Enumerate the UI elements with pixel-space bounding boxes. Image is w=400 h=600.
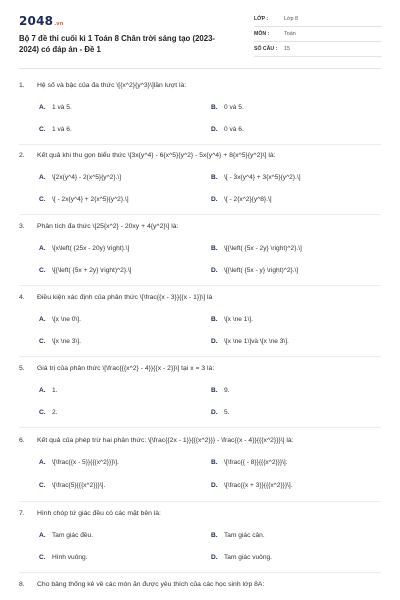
option-letter: B.	[211, 174, 218, 181]
option-a[interactable]	[39, 174, 121, 181]
header-divider	[19, 68, 381, 69]
option-text: Tam giác cân.	[224, 532, 265, 539]
option-letter: C.	[39, 554, 46, 561]
question-text: Giá trị của phân thức \[\frac{{{x^2} - 4}}{{x - 2}}\] tại x = 3 là:	[37, 365, 215, 372]
question-divider	[19, 285, 381, 286]
question-text: Phân tích đa thức \[25{x^2} - 20xy + 4{y^2}\] là:	[37, 223, 179, 230]
meta-value: 15	[284, 46, 290, 52]
option-text: \[\frac{{ - 8}}{{{x^2}}}\].	[224, 459, 288, 466]
question-text: Kết quả của phép trừ hai phân thức: \[\frac{{2x - 1}}{{{x^2}}} - \frac{{x - 4}}{{{x^2}}}\] là:	[37, 437, 294, 444]
option-text: \[{\left( {5x - 2y} \right)^2}.\]	[224, 245, 302, 252]
question-number: 8.	[19, 581, 25, 588]
option-text: \[x\left( {25x - 20y} \right).\]	[52, 245, 130, 252]
option-d[interactable]	[211, 482, 293, 489]
question-divider	[19, 356, 381, 357]
question-number: 2.	[19, 152, 25, 159]
option-d[interactable]	[211, 196, 272, 203]
option-letter: A.	[39, 316, 46, 323]
question-text: Kết quả khi thu gọn biểu thức \[3x{y^4} - 6{x^5}{y^2} - 5x{y^4} + 8{x^5}{y^2}\] là:	[37, 152, 276, 159]
option-text: \[ - 3x{y^4} + 3{x^5}{y^2}.\]	[224, 174, 301, 181]
option-letter: D.	[211, 554, 218, 561]
question-divider	[19, 501, 381, 502]
option-letter: B.	[211, 316, 218, 323]
option-text: Hình vuông.	[52, 554, 88, 561]
meta-row-grade	[254, 12, 382, 27]
option-text: 1.	[52, 387, 58, 394]
question-text: Hệ số và bậc của đa thức \[{x^2}{y^3}\]lần lượt là:	[37, 82, 187, 89]
logo-text: 2048	[19, 14, 54, 28]
document-header	[0, 0, 400, 72]
question-divider	[19, 572, 381, 573]
option-letter: B.	[211, 387, 218, 394]
meta-key: SỐ CÂU :	[254, 46, 278, 52]
option-text: \[x \ne 0\].	[52, 316, 81, 323]
option-c[interactable]	[39, 196, 129, 203]
option-text: \[\frac{5}{{{x^2}}}\].	[52, 482, 106, 489]
option-d[interactable]	[211, 267, 298, 274]
option-letter: A.	[39, 532, 46, 539]
question-number: 6.	[19, 437, 25, 444]
option-text: 0 và 5.	[224, 104, 244, 111]
exam-meta-table	[254, 12, 382, 57]
question-divider	[19, 144, 381, 145]
option-text: \[ - 2{x^2}{y^8}.\]	[224, 196, 272, 203]
option-b[interactable]	[211, 104, 244, 111]
option-letter: D.	[211, 126, 218, 133]
option-text: \[{\left( {5x - y} \right)^2}.\]	[224, 267, 299, 274]
question-text: Điều kiện xác định của phân thức \[\frac{{x - 3}}{{x - 1}}\] là	[37, 294, 213, 301]
option-c[interactable]	[39, 126, 72, 133]
option-b[interactable]	[211, 245, 302, 252]
option-d[interactable]	[211, 409, 230, 416]
option-a[interactable]	[39, 104, 72, 111]
option-text: 1 và 6.	[52, 126, 72, 133]
option-text: \[x \ne 1\]và \[x \ne 3\].	[224, 338, 289, 345]
option-text: 5.	[224, 409, 230, 416]
option-c[interactable]	[39, 338, 81, 345]
option-b[interactable]	[211, 459, 288, 466]
option-text: \[x \ne 3\].	[52, 338, 81, 345]
option-a[interactable]	[39, 532, 93, 539]
option-letter: A.	[39, 245, 46, 252]
option-letter: C.	[39, 482, 46, 489]
meta-key: MÔN :	[254, 31, 270, 37]
option-c[interactable]	[39, 267, 132, 274]
option-letter: A.	[39, 459, 46, 466]
option-letter: D.	[211, 267, 218, 274]
option-c[interactable]	[39, 482, 105, 489]
option-text: 0 và 6.	[224, 126, 244, 133]
option-letter: B.	[211, 459, 218, 466]
option-letter: A.	[39, 387, 46, 394]
option-letter: C.	[39, 409, 46, 416]
option-a[interactable]	[39, 387, 58, 394]
question-divider	[19, 427, 381, 428]
question-divider	[19, 214, 381, 215]
option-text: Tam giác đều.	[52, 532, 94, 539]
option-d[interactable]	[211, 338, 289, 345]
option-text: 2.	[52, 409, 58, 416]
option-d[interactable]	[211, 554, 272, 561]
option-letter: B.	[211, 104, 218, 111]
meta-value: Toán	[284, 31, 296, 37]
option-letter: A.	[39, 174, 46, 181]
option-b[interactable]	[211, 387, 230, 394]
option-c[interactable]	[39, 554, 88, 561]
option-letter: D.	[211, 196, 218, 203]
option-letter: C.	[39, 126, 46, 133]
meta-value: Lớp 8	[284, 16, 299, 22]
meta-row-question-count	[254, 42, 382, 57]
question-number: 3.	[19, 223, 25, 230]
site-logo[interactable]	[19, 14, 64, 28]
option-a[interactable]	[39, 459, 119, 466]
option-text: Tam giác vuông.	[224, 554, 273, 561]
document-title: Bộ 7 đề thi cuối kì 1 Toán 8 Chân trời sáng tạo (2023-2024) có đáp án - Đề 1	[19, 34, 216, 54]
option-b[interactable]	[211, 316, 253, 323]
option-b[interactable]	[211, 174, 301, 181]
question-number: 4.	[19, 294, 25, 301]
option-letter: C.	[39, 196, 46, 203]
question-number: 1.	[19, 82, 25, 89]
option-letter: C.	[39, 267, 46, 274]
option-text: 1 và 5.	[52, 104, 72, 111]
meta-key: LỚP :	[254, 16, 269, 22]
option-text: \[ - 2x{y^4} + 2{x^5}{y^2}.\]	[52, 196, 129, 203]
option-letter: D.	[211, 338, 218, 345]
option-letter: C.	[39, 338, 46, 345]
option-text: \[x \ne 1\].	[224, 316, 253, 323]
option-d[interactable]	[211, 126, 244, 133]
option-a[interactable]	[39, 245, 129, 252]
option-b[interactable]	[211, 532, 265, 539]
meta-row-subject	[254, 27, 382, 42]
question-text: Cho bảng thống kê về các món ăn được yêu thích của các học sinh lớp 8A:	[37, 581, 265, 588]
option-letter: A.	[39, 104, 46, 111]
option-text: \[\frac{{x - 5}}{{{x^2}}}\].	[52, 459, 119, 466]
question-text: Hình chóp tứ giác đều có các mặt bên là:	[37, 510, 161, 517]
option-c[interactable]	[39, 409, 58, 416]
option-letter: D.	[211, 482, 218, 489]
option-letter: B.	[211, 532, 218, 539]
logo-suffix: .vn	[54, 21, 64, 27]
option-letter: B.	[211, 245, 218, 252]
option-text: \[\frac{{x + 3}}{{{x^2}}}\].	[224, 482, 293, 489]
option-letter: D.	[211, 409, 218, 416]
option-text: 9.	[224, 387, 230, 394]
question-number: 5.	[19, 365, 25, 372]
question-number: 7.	[19, 510, 25, 517]
option-text: \[2x{y^4} - 2{x^5}{y^2}.\]	[52, 174, 122, 181]
option-text: \[{\left( {5x + 2y} \right)^2}.\]	[52, 267, 132, 274]
option-a[interactable]	[39, 316, 81, 323]
